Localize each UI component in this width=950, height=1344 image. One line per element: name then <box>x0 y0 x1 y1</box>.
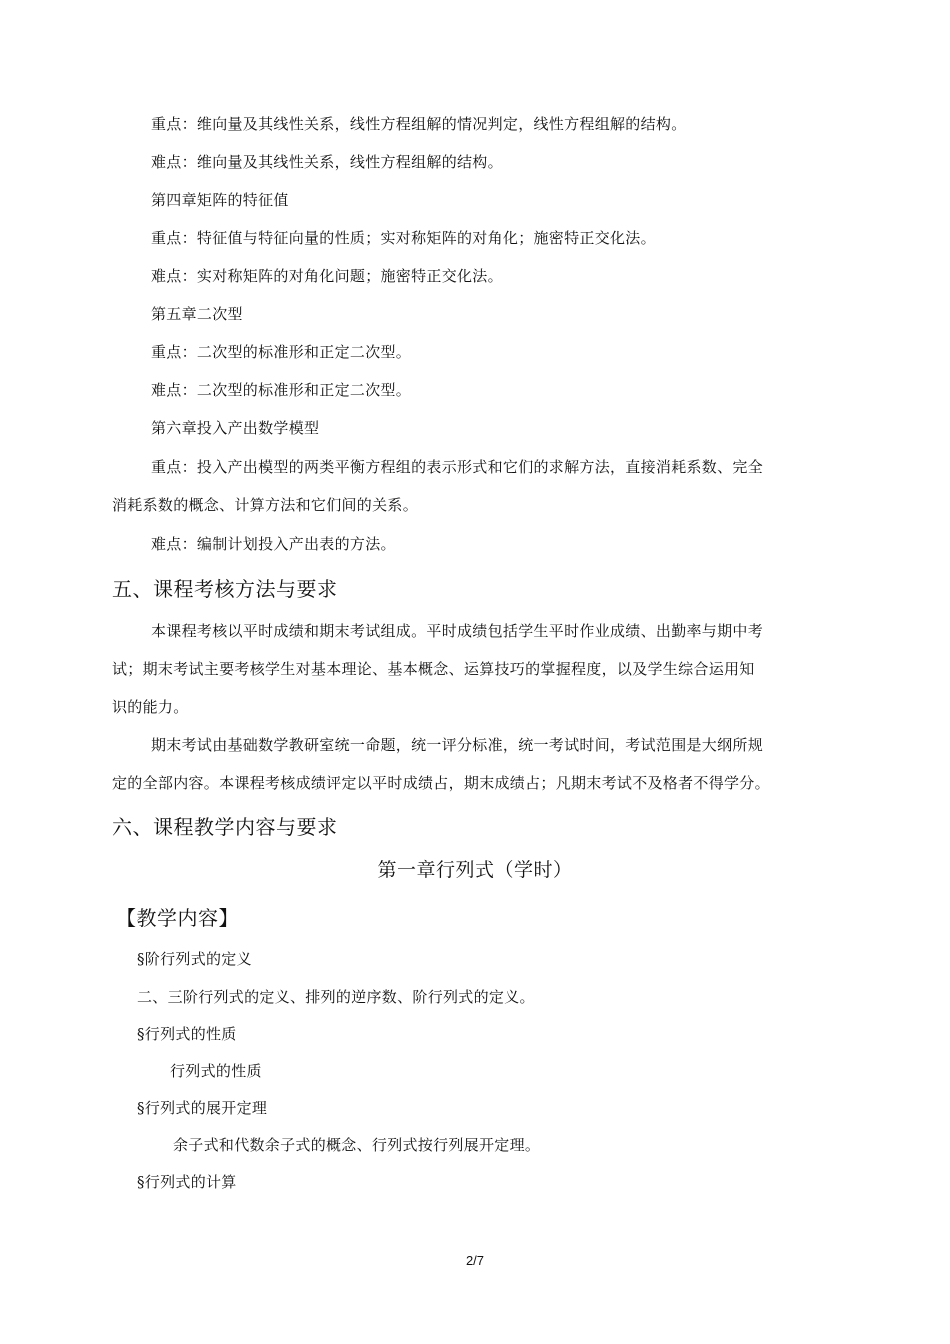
teaching-content-heading: 【教学内容】 <box>116 906 239 930</box>
list-item: 行列式的性质 <box>170 1062 262 1080</box>
ch4-key-points: 重点：特征值与特征向量的性质；实对称矩阵的对角化；施密特正交化法。 <box>151 229 656 247</box>
list-item: 二、三阶行列式的定义、排列的逆序数、阶行列式的定义。 <box>137 988 535 1006</box>
ch6-key-points-line1: 重点：投入产出模型的两类平衡方程组的表示形式和它们的求解方法，直接消耗系数、完全 <box>151 458 764 476</box>
section5-heading: 五、课程考核方法与要求 <box>112 577 338 601</box>
list-item: §行列式的展开定理 <box>137 1099 268 1117</box>
page-number: 2/7 <box>465 1253 485 1268</box>
ch6-key-points-line2: 消耗系数的概念、计算方法和它们间的关系。 <box>112 496 419 514</box>
section5-paragraph2-line1: 期末考试由基础数学教研室统一命题，统一评分标准，统一考试时间，考试范围是大纲所规 <box>151 736 764 754</box>
ch4-difficulties: 难点：实对称矩阵的对角化问题；施密特正交化法。 <box>151 267 503 285</box>
section5-paragraph1-line2: 试；期末考试主要考核学生对基本理论、基本概念、运算技巧的掌握程度，以及学生综合运用知 <box>112 660 755 678</box>
ch3-key-points: 重点：维向量及其线性关系，线性方程组解的情况判定，线性方程组解的结构。 <box>151 115 687 133</box>
ch3-difficulties: 难点：维向量及其线性关系，线性方程组解的结构。 <box>151 153 503 171</box>
ch5-title: 第五章二次型 <box>151 305 243 323</box>
ch6-difficulties: 难点：编制计划投入产出表的方法。 <box>151 535 396 553</box>
list-item: 余子式和代数余子式的概念、行列式按行列展开定理。 <box>173 1136 541 1154</box>
section6-heading: 六、课程教学内容与要求 <box>112 815 338 839</box>
ch6-title: 第六章投入产出数学模型 <box>151 419 320 437</box>
section5-paragraph1-line3: 识的能力。 <box>112 698 189 716</box>
chapter1-title: 第一章行列式（学时） <box>377 859 573 881</box>
section5-paragraph2-line2: 定的全部内容。本课程考核成绩评定以平时成绩占，期末成绩占；凡期末考试不及格者不得学分。 <box>112 774 770 792</box>
ch5-difficulties: 难点：二次型的标准形和正定二次型。 <box>151 381 412 399</box>
list-item: §行列式的计算 <box>137 1173 237 1191</box>
list-item: §行列式的性质 <box>137 1025 237 1043</box>
list-item: §阶行列式的定义 <box>137 950 252 968</box>
section5-paragraph1-line1: 本课程考核以平时成绩和期末考试组成。平时成绩包括学生平时作业成绩、出勤率与期中考 <box>151 622 764 640</box>
ch5-key-points: 重点：二次型的标准形和正定二次型。 <box>151 343 412 361</box>
ch4-title: 第四章矩阵的特征值 <box>151 191 289 209</box>
